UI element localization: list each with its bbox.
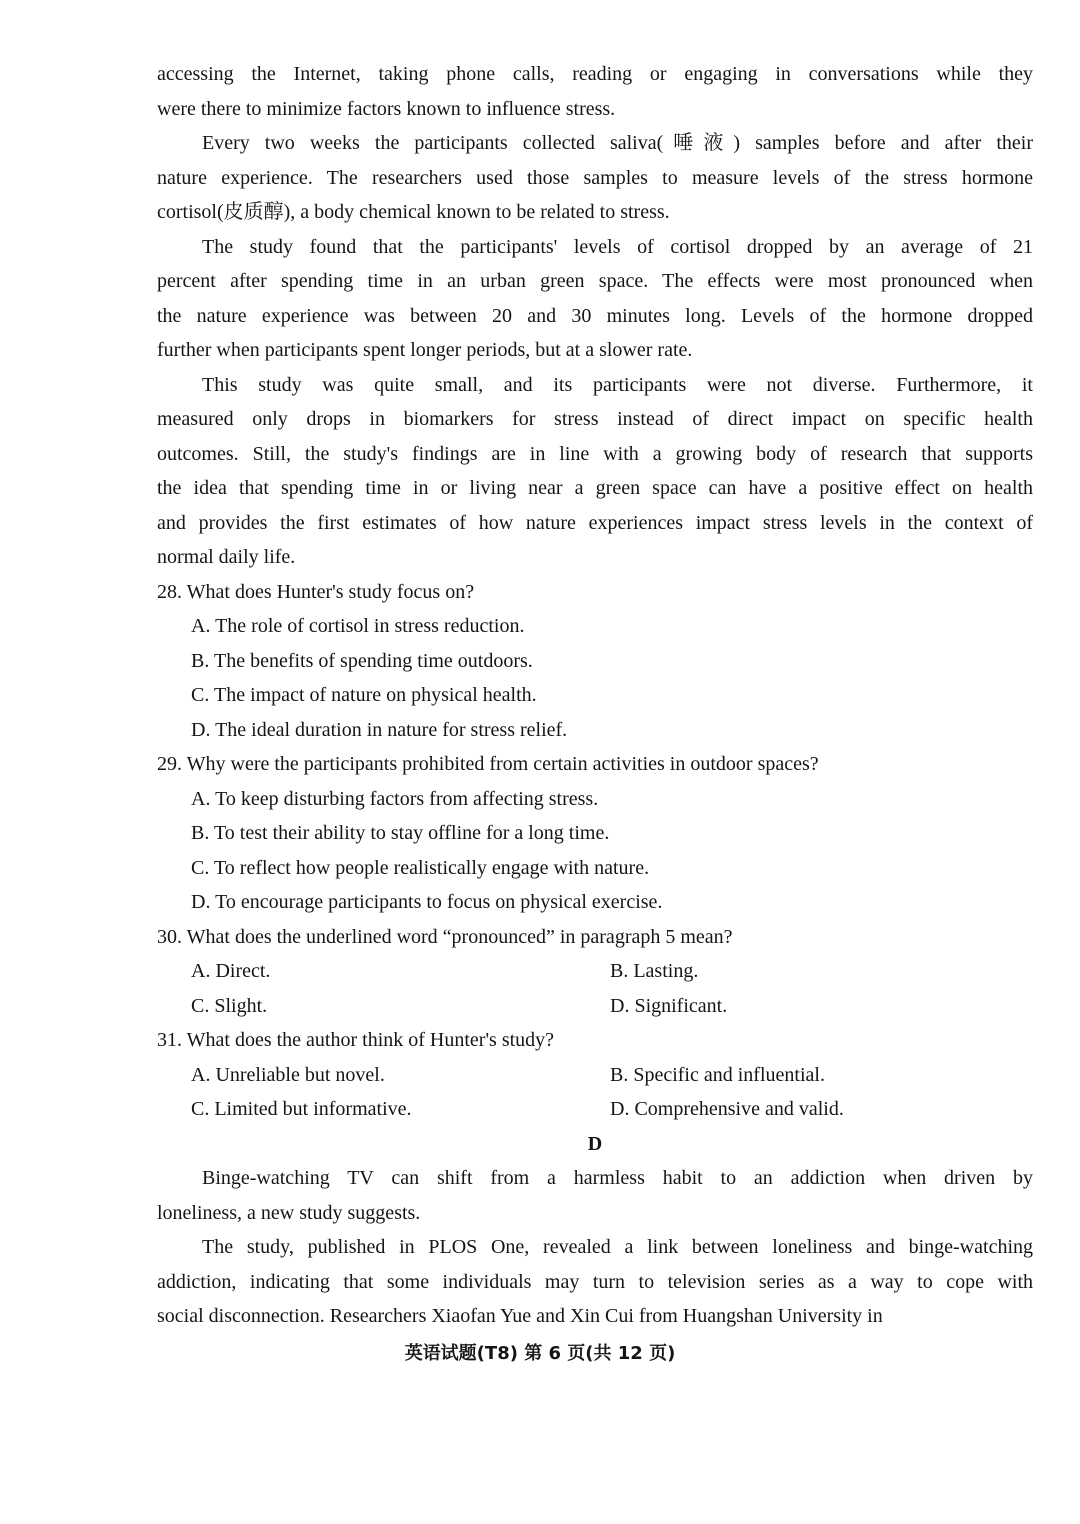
answer-option: B. The benefits of spending time outdoors. — [191, 649, 533, 672]
answer-option: B. Specific and influential. — [610, 1063, 825, 1086]
paragraph-line: social disconnection. Researchers Xiaofan Yue and Xin Cui from Huangshan University in — [157, 1305, 883, 1327]
paragraph-line: nature experience. The researchers used those samples to measure levels of the stress hormone — [157, 166, 1033, 189]
question-stem: 31. What does the author think of Hunter's study? — [157, 1029, 555, 1051]
paragraph-line: the idea that spending time in or living near a green space can have a positive effect on health — [157, 477, 1033, 499]
paragraph-line: Binge-watching TV can shift from a harmless habit to an addiction when driven by — [202, 1167, 1033, 1189]
answer-option: C. Slight. — [191, 994, 268, 1017]
paragraph-line: normal daily life. — [157, 546, 296, 568]
answer-option: D. Significant. — [610, 994, 728, 1017]
paragraph-line: measured only drops in biomarkers for stress instead of direct impact on specific health — [157, 408, 1033, 430]
answer-option: A. To keep disturbing factors from affecting stress. — [191, 787, 599, 810]
paragraph-line: loneliness, a new study suggests. — [157, 1201, 421, 1224]
answer-option: D. The ideal duration in nature for stress relief. — [191, 718, 568, 741]
answer-option: A. The role of cortisol in stress reduction. — [191, 615, 525, 637]
paragraph-line: This study was quite small, and its participants were not diverse. Furthermore, it — [202, 373, 1033, 396]
paragraph-line: percent after spending time in an urban green space. The effects were most pronounced when — [157, 270, 1033, 292]
paragraph-line: and provides the first estimates of how nature experiences impact stress levels in the context of — [157, 511, 1033, 534]
page-footer: 英语试题(T8) 第 6 页(共 12 页) — [404, 1343, 676, 1364]
paragraph-line: Every two weeks the participants collected saliva(唾液) samples before and after their — [202, 132, 1033, 154]
paragraph-line: addiction, indicating that some individuals may turn to television series as a way to cope with — [157, 1270, 1033, 1293]
answer-option: A. Unreliable but novel. — [191, 1063, 385, 1086]
paragraph-line: further when participants spent longer periods, but at a slower rate. — [157, 339, 693, 361]
answer-option: B. Lasting. — [610, 960, 699, 982]
answer-option-row — [157, 1092, 1033, 1127]
section-heading: D — [587, 1132, 603, 1155]
answer-option: C. To reflect how people realistically engage with nature. — [191, 856, 650, 879]
paragraph-line: outcomes. Still, the study's findings are in line with a growing body of research that supports — [157, 442, 1033, 465]
paragraph-line: were there to minimize factors known to influence stress. — [157, 97, 616, 120]
question-stem: 29. Why were the participants prohibited from certain activities in outdoor spaces? — [157, 753, 819, 775]
answer-option-row — [157, 1058, 1033, 1093]
exam-page-content — [157, 57, 1033, 1334]
paragraph-line: the nature experience was between 20 and 30 minutes long. Levels of the hormone dropped — [157, 304, 1033, 327]
answer-option: D. To encourage participants to focus on physical exercise. — [191, 891, 663, 913]
paragraph-line: cortisol(皮质醇), a body chemical known to be related to stress. — [157, 201, 670, 223]
answer-option: D. Comprehensive and valid. — [610, 1098, 844, 1120]
answer-option-row — [157, 954, 1033, 989]
paragraph-line: The study found that the participants' levels of cortisol dropped by an average of 21 — [202, 235, 1033, 258]
paragraph-line: accessing the Internet, taking phone calls, reading or engaging in conversations while they — [157, 63, 1033, 85]
answer-option: B. To test their ability to stay offline for a long time. — [191, 822, 610, 844]
paragraph-line: The study, published in PLOS One, revealed a link between loneliness and binge-watching — [202, 1236, 1033, 1258]
answer-option: C. Limited but informative. — [191, 1098, 412, 1120]
answer-option: A. Direct. — [191, 960, 271, 982]
question-stem: 30. What does the underlined word “pronounced” in paragraph 5 mean? — [157, 925, 733, 948]
question-stem: 28. What does Hunter's study focus on? — [157, 580, 475, 603]
answer-option-row — [157, 989, 1033, 1024]
answer-option: C. The impact of nature on physical health. — [191, 684, 537, 706]
